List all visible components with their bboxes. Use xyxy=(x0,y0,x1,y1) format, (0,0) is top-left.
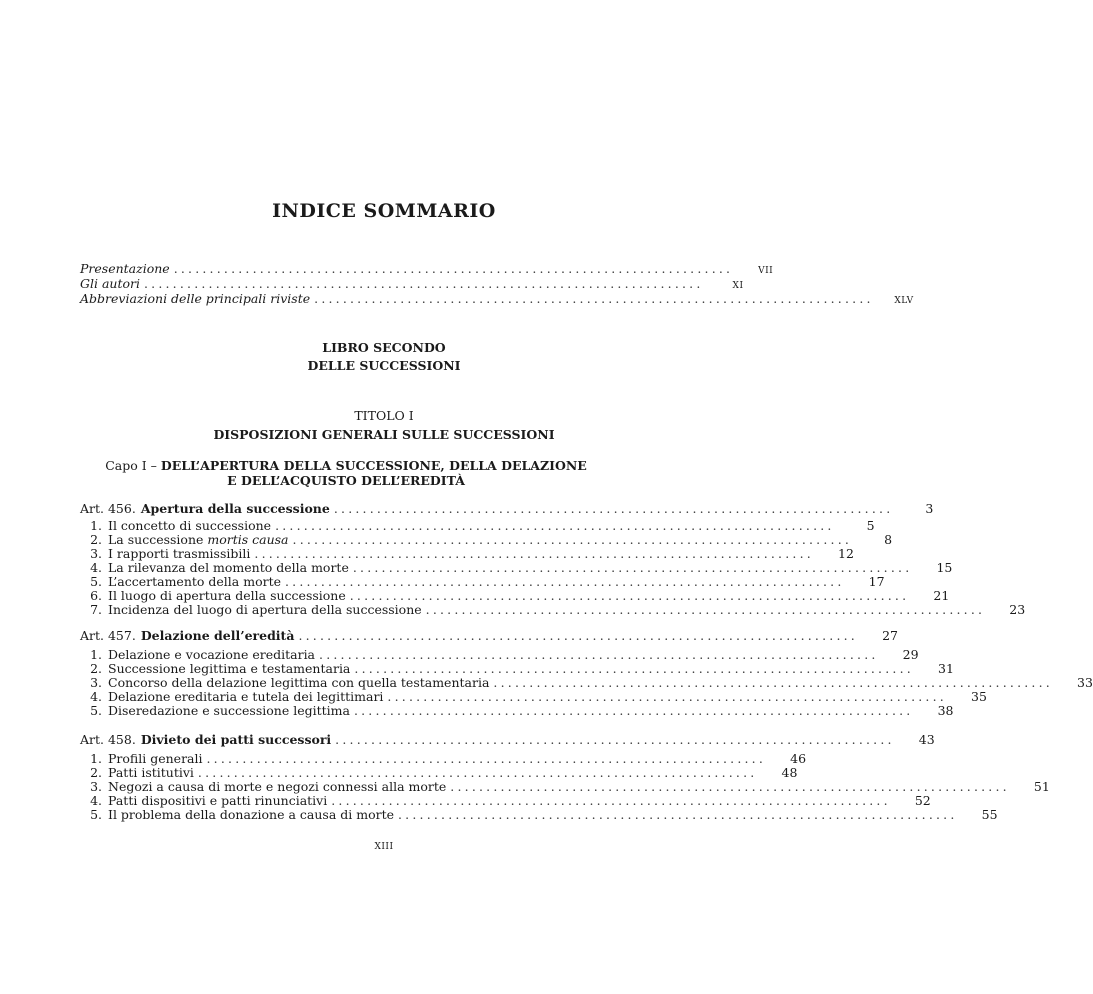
item-number: 4. xyxy=(90,793,102,808)
toc-entry-gli-autori[interactable] xyxy=(80,276,744,291)
article-number: Art. 457. xyxy=(80,628,136,643)
item-label: Patti istitutivi xyxy=(108,765,194,780)
article-page: 27 xyxy=(882,628,898,643)
item-page: 48 xyxy=(781,765,798,780)
toc-item[interactable] xyxy=(80,532,893,547)
toc-item[interactable] xyxy=(80,647,919,662)
leader-dots: .............................................................................. xyxy=(298,628,858,643)
leader-dots: .............................................................................. xyxy=(206,751,767,766)
article-title: Apertura della successione xyxy=(140,501,330,516)
item-label: Concorso della delazione legittima con quella testamentaria xyxy=(108,675,490,690)
entry-page: VII xyxy=(758,266,774,276)
item-number: 5. xyxy=(90,574,102,589)
item-label: La rilevanza del momento della morte xyxy=(108,560,349,575)
article-page: 3 xyxy=(925,501,934,516)
capo-title-line1: DELL’APERTURA DELLA SUCCESSIONE, DELLA DELAZIONE xyxy=(160,458,587,473)
item-page: 46 xyxy=(790,751,807,766)
toc-article-458[interactable] xyxy=(80,732,935,747)
item-page: 55 xyxy=(981,807,998,822)
capo-prefix: Capo I – xyxy=(105,458,161,473)
toc-item[interactable] xyxy=(80,588,950,603)
item-number: 3. xyxy=(90,546,102,561)
item-label: Il luogo di apertura della successione xyxy=(108,588,346,603)
leader-dots: .............................................................................. xyxy=(314,291,874,306)
item-number: 7. xyxy=(90,602,102,617)
item-page: 31 xyxy=(938,661,954,676)
item-label-italic: mortis causa xyxy=(207,532,289,547)
item-label: Il concetto di successione xyxy=(108,518,272,533)
page-number: XIII xyxy=(374,842,394,852)
leader-dots: .............................................................................. xyxy=(292,532,853,547)
leader-dots: .............................................................................. xyxy=(319,647,879,662)
toc-item[interactable] xyxy=(80,751,807,766)
item-number: 5. xyxy=(90,807,102,822)
item-page: 29 xyxy=(902,647,919,662)
leader-dots: .............................................................................. xyxy=(425,602,986,617)
item-label: I rapporti trasmissibili xyxy=(108,546,251,561)
article-title: Delazione dell’eredità xyxy=(140,628,295,643)
toc-item[interactable] xyxy=(80,675,1093,690)
titolo-heading: TITOLO I xyxy=(354,408,414,423)
capo-title-line2: E DELL’ACQUISTO DELL’EREDITÀ xyxy=(227,473,465,488)
item-number: 4. xyxy=(90,560,102,575)
item-page: 35 xyxy=(971,689,987,704)
article-number: Art. 456. xyxy=(80,501,136,516)
item-label: Diseredazione e successione legittima xyxy=(108,703,350,718)
item-number: 2. xyxy=(90,765,102,780)
toc-item[interactable] xyxy=(80,560,953,575)
item-page: 38 xyxy=(937,703,954,718)
item-number: 1. xyxy=(90,751,102,766)
item-label: Il problema della donazione a causa di morte xyxy=(108,807,394,822)
item-number: 5. xyxy=(90,703,102,718)
item-label: Delazione ereditaria e tutela dei legittimari xyxy=(108,689,384,704)
leader-dots: .............................................................................. xyxy=(197,765,758,780)
item-label: Negozi a causa di morte e negozi connessi alla morte xyxy=(108,779,447,794)
entry-page: XI xyxy=(732,281,744,291)
toc-item[interactable] xyxy=(80,703,954,718)
titolo-subheading: DISPOSIZIONI GENERALI SULLE SUCCESSIONI xyxy=(213,427,555,442)
item-number: 2. xyxy=(90,532,102,547)
toc-article-457[interactable] xyxy=(80,628,898,643)
capo-heading xyxy=(80,458,612,488)
toc-item[interactable] xyxy=(80,765,798,780)
toc-item[interactable] xyxy=(80,793,931,808)
leader-dots: .............................................................................. xyxy=(349,588,910,603)
item-page: 5 xyxy=(866,518,875,533)
entry-page: XLV xyxy=(894,296,914,306)
item-page: 12 xyxy=(838,546,854,561)
toc-item[interactable] xyxy=(80,546,854,561)
libro-heading: LIBRO SECONDO xyxy=(322,340,446,355)
item-label: Incidenza del luogo di apertura della successione xyxy=(108,602,422,617)
item-number: 1. xyxy=(90,518,102,533)
toc-item[interactable] xyxy=(80,807,998,822)
item-label: Profili generali xyxy=(108,751,203,766)
item-number: 6. xyxy=(90,588,102,603)
leader-dots: .............................................................................. xyxy=(353,703,914,718)
item-page: 52 xyxy=(914,793,931,808)
item-label: Successione legittima e testamentaria xyxy=(108,661,351,676)
leader-dots: .............................................................................. xyxy=(333,501,894,516)
item-page: 21 xyxy=(933,588,950,603)
leader-dots: .............................................................................. xyxy=(352,560,913,575)
entry-label: Gli autori xyxy=(80,276,140,291)
libro-subheading: DELLE SUCCESSIONI xyxy=(307,358,461,373)
item-page: 23 xyxy=(1009,602,1026,617)
item-number: 2. xyxy=(90,661,102,676)
item-label: Delazione e vocazione ereditaria xyxy=(108,647,316,662)
leader-dots: .............................................................................. xyxy=(335,732,895,747)
item-number: 1. xyxy=(90,647,102,662)
toc-article-456[interactable] xyxy=(80,501,934,516)
leader-dots: .............................................................................. xyxy=(173,261,734,276)
leader-dots: .............................................................................. xyxy=(254,546,814,561)
article-number: Art. 458. xyxy=(80,732,136,747)
leader-dots: .............................................................................. xyxy=(275,518,835,533)
toc-item[interactable] xyxy=(80,661,954,676)
item-page: 51 xyxy=(1033,779,1050,794)
toc-item[interactable] xyxy=(80,574,885,589)
item-number: 3. xyxy=(90,779,102,794)
item-page: 15 xyxy=(936,560,953,575)
leader-dots: .............................................................................. xyxy=(143,276,704,291)
toc-entry-presentazione[interactable] xyxy=(80,261,774,276)
item-label: Patti dispositivi e patti rinunciativi xyxy=(108,793,328,808)
item-page: 33 xyxy=(1077,675,1093,690)
item-label: La successione xyxy=(108,532,208,547)
toc-item[interactable] xyxy=(80,518,875,533)
leader-dots: .............................................................................. xyxy=(450,779,1010,794)
item-page: 8 xyxy=(884,532,893,547)
leader-dots: .............................................................................. xyxy=(354,661,914,676)
item-number: 3. xyxy=(90,675,102,690)
toc-item[interactable] xyxy=(80,779,1050,794)
toc-item[interactable] xyxy=(80,689,987,704)
item-label: L’accertamento della morte xyxy=(108,574,281,589)
item-page: 17 xyxy=(868,574,885,589)
page-title: INDICE SOMMARIO xyxy=(272,200,496,222)
leader-dots: .............................................................................. xyxy=(387,689,947,704)
leader-dots: .............................................................................. xyxy=(493,675,1053,690)
item-number: 4. xyxy=(90,689,102,704)
article-page: 43 xyxy=(918,732,935,747)
entry-label: Presentazione xyxy=(80,261,170,276)
article-title: Divieto dei patti successori xyxy=(140,732,332,747)
toc-entry-abbreviazioni[interactable] xyxy=(80,291,914,306)
leader-dots: .............................................................................. xyxy=(331,793,891,808)
toc-item[interactable] xyxy=(80,602,1026,617)
leader-dots: .............................................................................. xyxy=(285,574,845,589)
entry-label: Abbreviazioni delle principali riviste xyxy=(80,291,311,306)
leader-dots: .............................................................................. xyxy=(398,807,958,822)
